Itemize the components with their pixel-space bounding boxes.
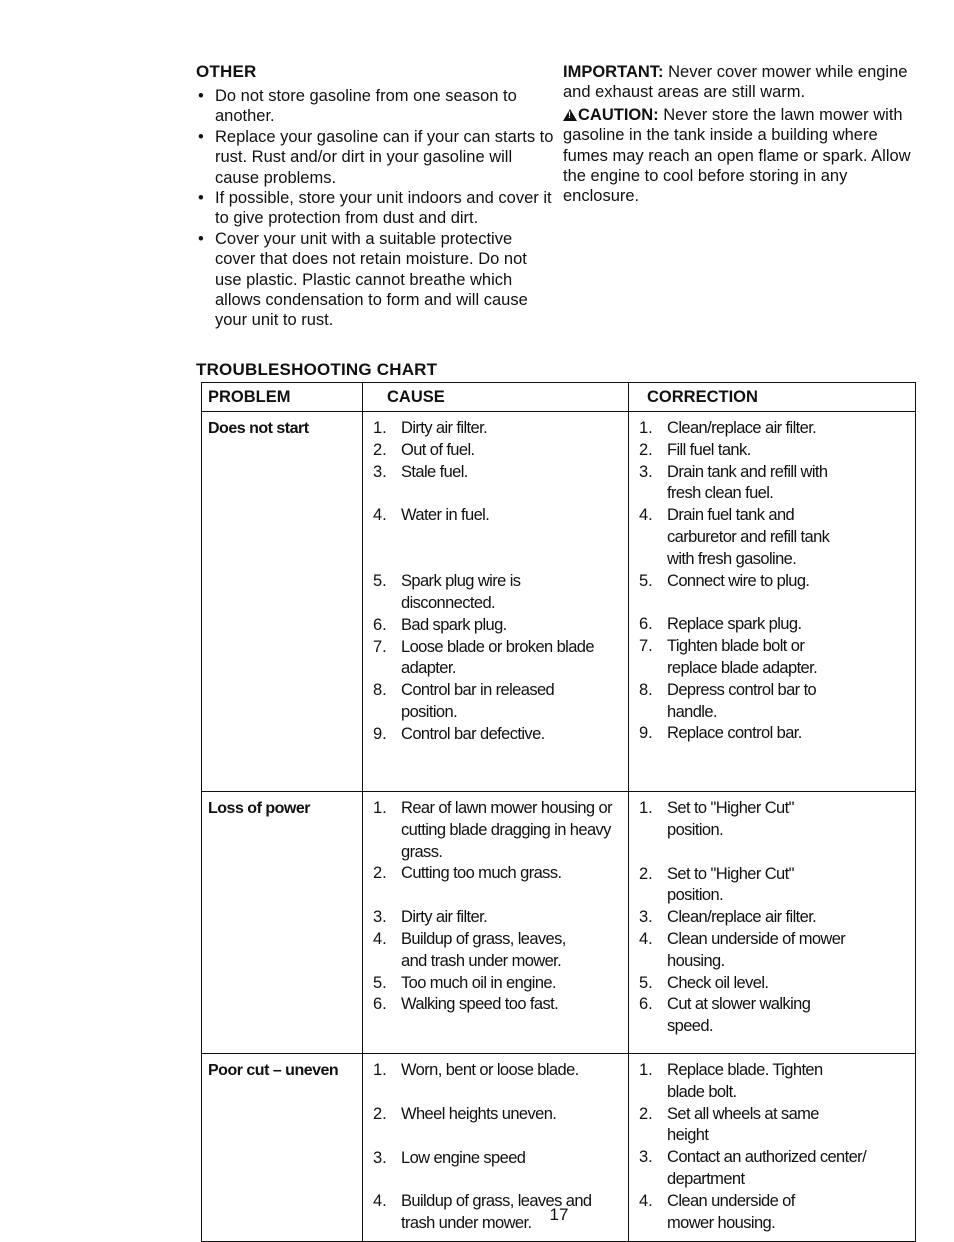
list-item: 6. Bad spark plug. (373, 615, 507, 634)
list-item: 2. Wheel heights uneven. (373, 1104, 557, 1123)
list-item: 1. Replace blade. Tighten blade bolt. (639, 1061, 823, 1101)
list-item: 3. Drain tank and refill with fresh clean fuel. (639, 462, 828, 503)
list-item: 3. Stale fuel. (373, 462, 468, 481)
list-item: 2. Fill fuel tank. (639, 440, 751, 459)
list-item: 1. Rear of lawn mower housing or cutting blade dragging in heavy grass. (373, 799, 612, 861)
list-item: 2. Set all wheels at same height (639, 1104, 819, 1145)
list-item: 8. Depress control bar to handle. (639, 680, 817, 721)
correction-cell (629, 792, 916, 1054)
caution-note (563, 105, 923, 207)
problem-label: Loss of power (208, 800, 310, 817)
list-item: 7. Loose blade or broken blade adapter. (373, 637, 594, 678)
troubleshooting-table (201, 382, 916, 1242)
list-item: 3. Clean/replace air filter. (639, 908, 817, 927)
list-item: 5. Check oil level. (639, 973, 769, 992)
correction-list (635, 418, 909, 745)
list-item: 3. Contact an authorized center/ department (639, 1148, 867, 1188)
list-item: 1. Dirty air filter. (373, 419, 488, 437)
header-correction: CORRECTION (629, 383, 916, 412)
list-item: 6. Replace spark plug. (639, 615, 802, 634)
cause-list (369, 418, 622, 746)
table-row (202, 792, 916, 1054)
table-row (202, 412, 916, 792)
correction-list (635, 798, 909, 1038)
warnings-section (563, 62, 923, 207)
chart-title: TROUBLESHOOTING CHART (196, 360, 438, 379)
list-item: 3. Low engine speed (373, 1148, 526, 1167)
bullet-item: • Do not store gasoline from one season to another. (196, 86, 556, 127)
list-item: 1. Set to "Higher Cut" position. (639, 799, 794, 839)
list-item: 8. Control bar in released position. (373, 681, 555, 721)
bullet-item: • Replace your gasoline can if your can starts to rust. Rust and/or dirt in your gasoline will cause problems. (196, 127, 556, 188)
other-heading: OTHER (196, 62, 257, 81)
important-label: IMPORTANT: (563, 63, 664, 81)
bullet-item: • Cover your unit with a suitable protective cover that does not retain moisture. Do not use plastic. Plastic cannot breathe which allows condensation to form and will cause your unit to rust. (196, 229, 556, 331)
list-item: 2. Out of fuel. (373, 440, 475, 459)
problem-label: Does not start (208, 420, 309, 437)
cause-cell (363, 412, 629, 792)
list-item: 4. Buildup of grass, leaves, and trash under mower. (373, 929, 566, 970)
list-item: 5. Connect wire to plug. (639, 571, 810, 590)
list-item: 9. Control bar defective. (373, 724, 545, 743)
problem-label: Poor cut – uneven (208, 1062, 339, 1079)
important-note (563, 62, 923, 103)
header-cause: CAUSE (363, 383, 629, 412)
header-problem: PROBLEM (202, 383, 363, 412)
list-item: 6. Walking speed too fast. (373, 995, 559, 1014)
list-item: 4. Water in fuel. (373, 506, 490, 525)
list-item: 7. Tighten blade bolt or replace blade adapter. (639, 637, 818, 677)
correction-cell (629, 412, 916, 792)
list-item: 1. Clean/replace air filter. (639, 419, 817, 437)
list-item: 1. Worn, bent or loose blade. (373, 1061, 579, 1079)
list-item: 6. Cut at slower walking speed. (639, 995, 811, 1036)
list-item: 5. Spark plug wire is disconnected. (373, 572, 521, 612)
list-item: 4. Buildup of grass, leaves and trash under mower. (373, 1192, 592, 1233)
list-item: 2. Set to "Higher Cut" position. (639, 864, 794, 905)
cause-list (369, 798, 622, 1016)
list-item: 4. Clean underside of mower housing. (639, 929, 846, 970)
problem-cell (202, 412, 363, 792)
problem-cell (202, 792, 363, 1054)
list-item: 2. Cutting too much grass. (373, 864, 562, 883)
list-item: 9. Replace control bar. (639, 724, 802, 743)
cause-cell (363, 792, 629, 1054)
important-text: Never cover mower while engine and exhaust areas are still warm. (563, 63, 908, 102)
other-section (196, 62, 556, 331)
bullet-item: • If possible, store your unit indoors and cover it to give protection from dust and dirt. (196, 188, 556, 229)
warning-triangle-icon (563, 109, 577, 121)
page-number: 17 (549, 1205, 569, 1224)
list-item: 3. Dirty air filter. (373, 908, 488, 927)
list-item: 4. Drain fuel tank and carburetor and refill tank with fresh gasoline. (639, 506, 830, 568)
table-header-row (202, 383, 916, 412)
list-item: 4. Clean underside of mower housing. (639, 1191, 795, 1232)
caution-label: CAUTION: (578, 105, 659, 124)
caution-text: Never store the lawn mower with gasoline in the tank inside a building where fumes may reach an open flame or spark. Allow the engine to cool before storing in any enclosure. (563, 105, 911, 206)
other-bullet-list (196, 86, 556, 331)
list-item: 5. Too much oil in engine. (373, 973, 556, 992)
